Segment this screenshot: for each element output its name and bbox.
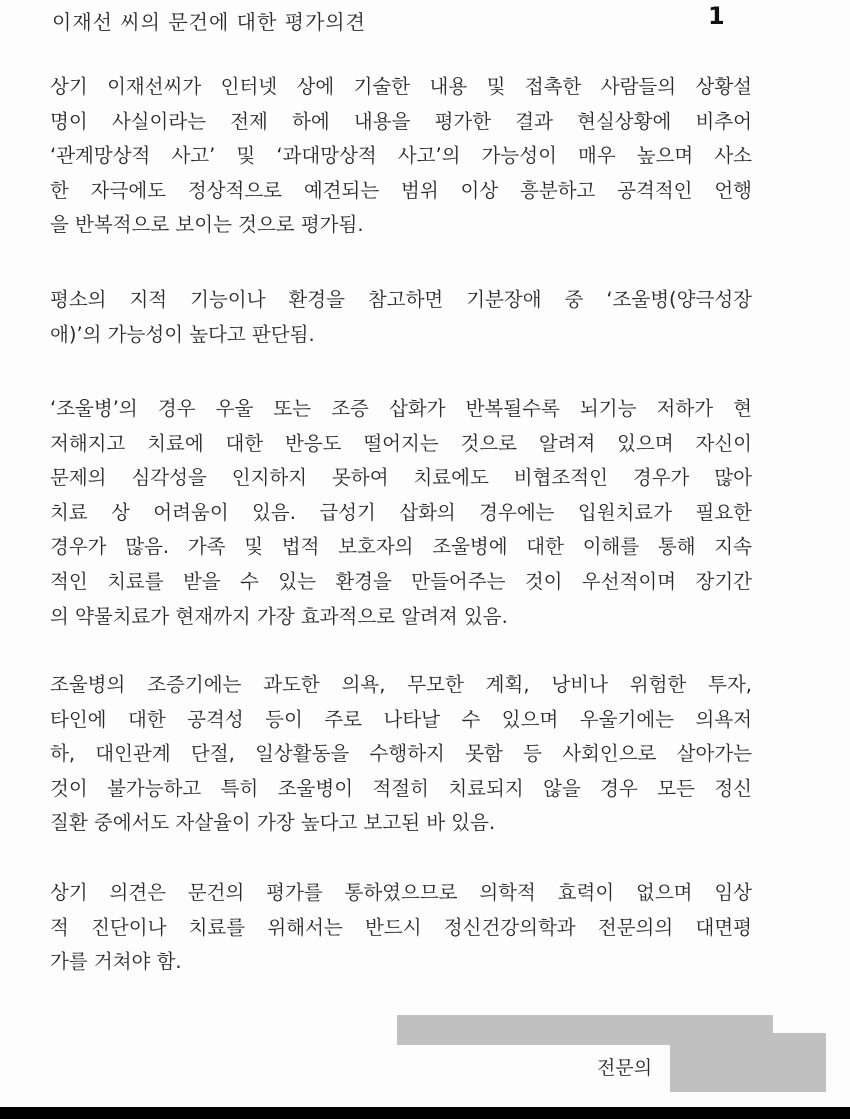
text-line: 한 자극에도 정상적으로 예견되는 범위 이상 흥분하고 공격적인 언행 xyxy=(50,178,752,202)
text-line: 적 진단이나 치료를 위해서는 반드시 정신건강의학과 전문의의 대면평 xyxy=(50,915,752,939)
text-line: 상기 의견은 문건의 평가를 통하였으므로 의학적 효력이 없으며 임상 xyxy=(50,881,752,904)
text-line: 명이 사실이라는 전제 하에 내용을 평가한 결과 현실상황에 비추어 xyxy=(50,109,752,133)
text-line: 애)’의 가능성이 높다고 판단됨. xyxy=(50,322,315,346)
paragraph-symptoms xyxy=(50,668,752,841)
signature-label: 전문의 xyxy=(597,1057,653,1079)
text-line: 하, 대인관계 단절, 일상활동을 수행하지 못함 등 사회인으로 살아가는 xyxy=(50,742,752,766)
text-line: 평소의 지적 기능이나 환경을 참고하면 기분장애 중 ‘조울병(양극성장 xyxy=(50,288,752,311)
text-line: 상기 이재선씨가 인터넷 상에 기술한 내용 및 접촉한 사람들의 상황설 xyxy=(50,75,752,98)
text-line: ‘조울병’의 경우 우울 또는 조증 삽화가 반복될수록 뇌기능 저하가 현 xyxy=(50,397,752,420)
text-line: 적인 치료를 받을 수 있는 환경을 만들어주는 것이 우선적이며 장기간 xyxy=(50,569,752,593)
paragraph-treatment xyxy=(50,392,752,634)
text-line: 저해지고 치료에 대한 반응도 떨어지는 것으로 알려져 있으며 자신이 xyxy=(50,431,752,455)
text-line: 것이 불가능하고 특히 조울병이 적절히 치료되지 않을 경우 모든 정신 xyxy=(50,776,752,800)
text-line: 타인에 대한 공격성 등이 주로 나타날 수 있으며 우울기에는 의욕저 xyxy=(50,707,752,731)
bottom-bar xyxy=(0,1107,850,1119)
text-line: 가를 거쳐야 함. xyxy=(50,950,182,974)
page-number: 1 xyxy=(708,2,725,30)
text-line: 경우가 많음. 가족 및 법적 보호자의 조울병에 대한 이해를 통해 지속 xyxy=(50,535,752,559)
text-line: ‘관계망상적 사고’ 및 ‘과대망상적 사고’의 가능성이 매우 높으며 사소 xyxy=(50,144,752,168)
paragraph-diagnosis xyxy=(50,283,752,352)
redaction-box-signature xyxy=(670,1033,826,1092)
document-title: 이재선 씨의 문건에 대한 평가의견 xyxy=(52,10,366,34)
text-line: 치료 상 어려움이 있음. 급성기 삽화의 경우에는 입원치료가 필요한 xyxy=(50,500,752,524)
text-line: 문제의 심각성을 인지하지 못하여 치료에도 비협조적인 경우가 많아 xyxy=(50,466,752,490)
text-line: 질환 중에서도 자살율이 가장 높다고 보고된 바 있음. xyxy=(50,811,496,835)
text-line: 의 약물치료가 현재까지 가장 효과적으로 알려져 있음. xyxy=(50,604,508,628)
paragraph-assessment xyxy=(50,70,752,243)
text-line: 을 반복적으로 보이는 것으로 평가됨. xyxy=(50,213,364,237)
text-line: 조울병의 조증기에는 과도한 의욕, 무모한 계획, 낭비나 위험한 투자, xyxy=(50,673,752,696)
paragraph-disclaimer xyxy=(50,876,752,980)
